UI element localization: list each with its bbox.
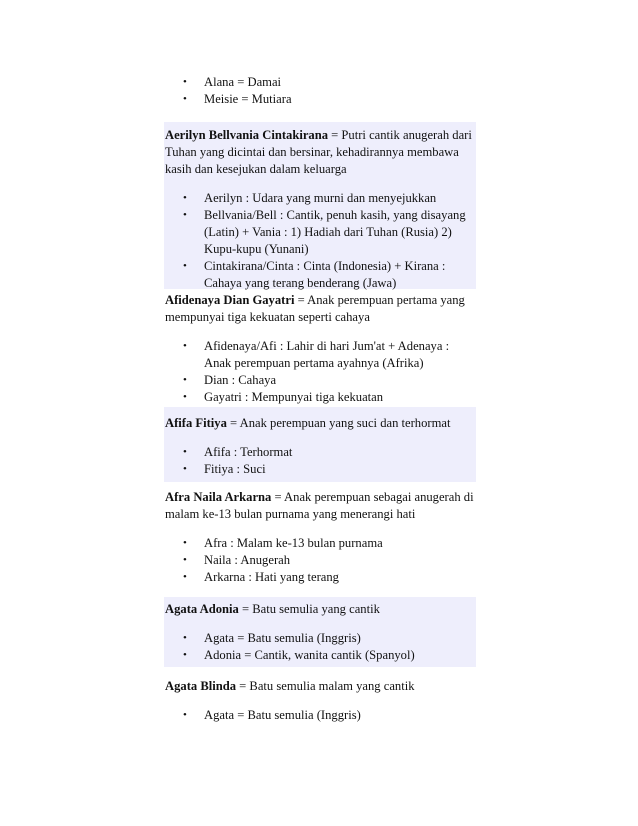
bullet-icon: • [183,554,187,566]
list-item: • Dian : Cahaya [183,373,277,387]
bullet-icon: • [183,463,187,475]
entry-meaning: = Anak perempuan sebagai anugerah di malam ke-13 bulan purnama yang menerangi hati [165,490,474,521]
bullet-icon: • [183,446,187,458]
list-item: • Arkarna : Hati yang terang [183,570,339,584]
name-entry-afifa [164,407,476,482]
entry-items [164,190,476,292]
bullet-icon: • [183,391,187,403]
entry-name: Afidenaya Dian Gayatri [165,293,295,307]
bullet-icon: • [183,192,187,204]
bullet-icon: • [183,571,187,583]
entry-items [164,630,476,664]
bullet-icon: • [183,76,187,88]
list-item: • Afra : Malam ke-13 bulan purnama [183,536,383,550]
list-item: • Agata = Batu semulia (Inggris) [183,708,361,722]
name-entry-agata-adonia [164,597,476,667]
bullet-icon: • [183,709,187,721]
entry-intro [164,415,476,432]
list-item: • Afifa : Terhormat [183,445,293,459]
list-item: • Adonia = Cantik, wanita cantik (Spanyol) [183,648,415,662]
entry-name: Afifa Fitiya [165,416,227,430]
list-item: • Aerilyn : Udara yang murni dan menyejukkan [183,191,437,205]
list-item: • Agata = Batu semulia (Inggris) [183,631,361,645]
bullet-icon: • [183,340,187,352]
entry-meaning: = Batu semulia yang cantik [238,602,380,616]
name-entry-agata-blinda [164,678,476,728]
entry-intro [164,601,476,618]
name-entry-aerilyn [164,122,476,289]
entry-intro [164,292,476,326]
entry-meaning: = Anak perempuan yang suci dan terhormat [226,416,451,430]
list-item: • Meisie = Mutiara [183,92,292,106]
bullet-icon: • [183,649,187,661]
list-item: • Bellvania/Bell : Cantik, penuh kasih, yang disayang (Latin) + Vania : 1) Hadiah dari Tuhan (Rusia) 2) Kupu-kupu (Yunani) [183,208,466,256]
list-item: • Gayatri : Mempunyai tiga kekuatan [183,390,384,404]
entry-name: Aerilyn Bellvania Cintakirana [165,128,329,142]
entry-items [164,707,476,724]
list-item: • Cintakirana/Cinta : Cinta (Indonesia) + Kirana : Cahaya yang terang benderang (Jawa) [183,259,446,290]
entry-intro [164,678,476,695]
entry-items [164,444,476,478]
bullet-icon: • [183,374,187,386]
bullet-icon: • [183,209,187,221]
entry-name: Afra Naila Arkarna [165,490,272,504]
bullet-icon: • [183,260,187,272]
entry-intro [164,489,476,523]
name-entry-afidenaya [164,292,476,404]
bullet-icon: • [183,93,187,105]
list-item: • Afidenaya/Afi : Lahir di hari Jum'at + Adenaya : Anak perempuan pertama ayahnya (Afrika) [183,339,450,370]
list-item: • Alana = Damai [183,75,282,89]
list-item: • Naila : Anugerah [183,553,291,567]
entry-meaning: = Batu semulia malam yang cantik [236,679,415,693]
entry-name: Agata Adonia [165,602,239,616]
list-item: • Fitiya : Suci [183,462,266,476]
entry-intro [164,127,476,178]
entry-name: Agata Blinda [165,679,237,693]
entry-meaning: = Anak perempuan pertama yang mempunyai tiga kekuatan seperti cahaya [165,293,465,324]
bullet-icon: • [183,537,187,549]
entry-items [164,338,476,406]
entry-items [164,535,476,586]
top-name-list [164,74,476,108]
entry-meaning: = Putri cantik anugerah dari Tuhan yang dicintai dan bersinar, kehadirannya membawa kasih dan kesejukan dalam keluarga [165,128,472,176]
name-entry-afra [164,489,476,589]
bullet-icon: • [183,632,187,644]
